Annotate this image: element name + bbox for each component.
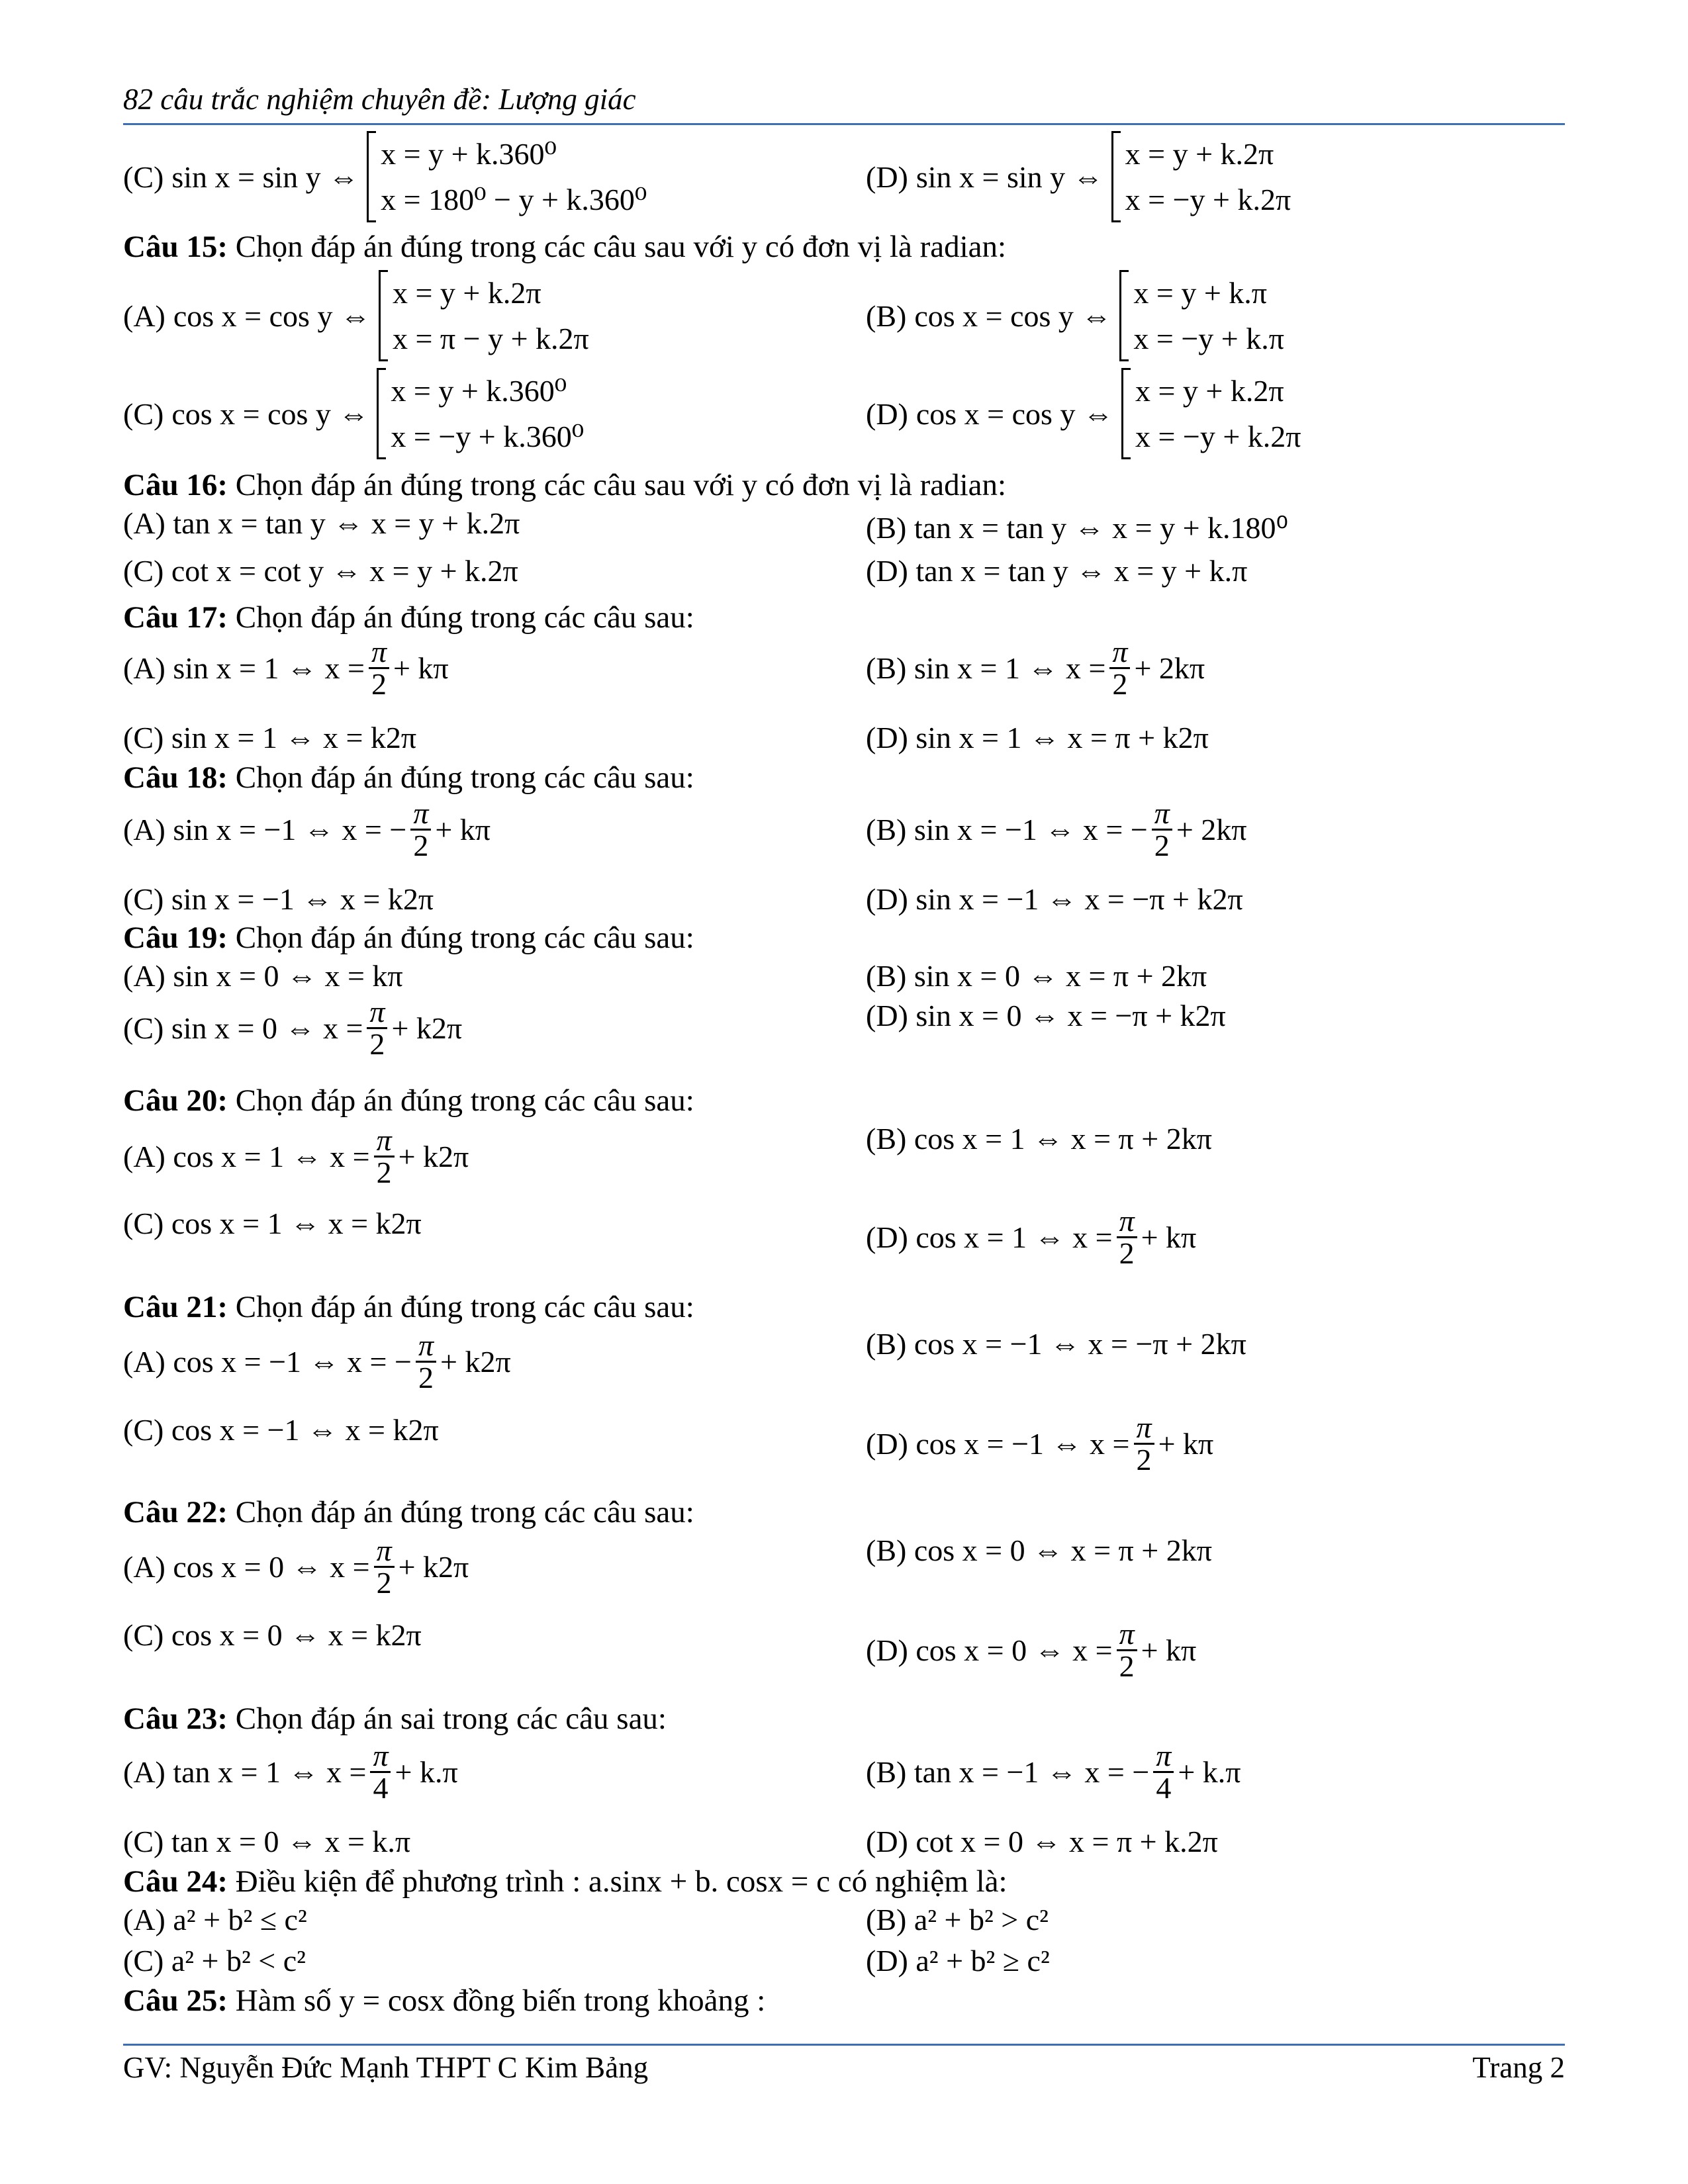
q14-c-system [367, 131, 647, 222]
q18-b-fraction [1152, 798, 1172, 861]
q17-option-b[interactable] [866, 637, 1205, 700]
q25-text: Hàm số y = cosx đồng biến trong khoảng : [235, 1983, 766, 2018]
q22-text: Chọn đáp án đúng trong các câu sau: [235, 1495, 694, 1529]
q20-option-a[interactable] [123, 1125, 469, 1188]
q20-option-d[interactable] [866, 1206, 1196, 1269]
q23-option-b[interactable] [866, 1741, 1241, 1803]
q20-question [123, 1083, 694, 1118]
q21-d-post: + kπ [1158, 1427, 1214, 1461]
q15-d-row1: x = y + k.2π [1135, 374, 1284, 408]
q22-d-post: + kπ [1141, 1633, 1197, 1667]
q18-option-d[interactable]: (D) sin x = −1 ⇔ x = −π + k2π [866, 882, 1243, 916]
q21-a-pre: (A) cos x = −1 ⇔ x = − [123, 1345, 412, 1379]
q15-option-a[interactable] [123, 270, 589, 361]
q18-a-pre: (A) sin x = −1 ⇔ x = − [123, 813, 407, 846]
q17-b-den: 2 [1109, 667, 1130, 700]
q20-d-fraction [1117, 1206, 1137, 1269]
q15-c-row1: x = y + k.360⁰ [391, 374, 567, 408]
q16-option-d[interactable]: (D) tan x = tan y ⇔ x = y + k.π [866, 554, 1248, 588]
q18-option-a[interactable] [123, 798, 491, 861]
q17-b-post: + 2kπ [1134, 651, 1205, 685]
q21-option-b[interactable]: (B) cos x = −1 ⇔ x = −π + 2kπ [866, 1327, 1246, 1361]
q18-number: Câu 18: [123, 760, 228, 795]
q20-d-den: 2 [1117, 1236, 1137, 1269]
q22-d-fraction [1117, 1619, 1137, 1682]
q15-option-d[interactable] [866, 368, 1301, 459]
q19-option-b[interactable]: (B) sin x = 0 ⇔ x = π + 2kπ [866, 959, 1207, 993]
q20-text: Chọn đáp án đúng trong các câu sau: [235, 1083, 694, 1118]
q19-c-den: 2 [367, 1027, 387, 1060]
q15-b-lhs: cos x = cos y ⇔ [914, 298, 1112, 333]
q17-b-num: π [1112, 635, 1128, 668]
q15-a-label: (A) [123, 298, 165, 333]
q25-question [123, 1983, 765, 2019]
q21-option-d[interactable] [866, 1412, 1213, 1475]
q19-c-fraction [367, 997, 387, 1060]
q18-text: Chọn đáp án đúng trong các câu sau: [235, 760, 694, 795]
q18-a-post: + kπ [435, 813, 491, 846]
q15-d-lhs: cos x = cos y ⇔ [915, 396, 1113, 431]
q17-b-fraction [1109, 637, 1130, 700]
q19-number: Câu 19: [123, 921, 228, 955]
q20-d-post: + kπ [1141, 1220, 1197, 1254]
q23-option-c[interactable]: (C) tan x = 0 ⇔ x = k.π [123, 1825, 411, 1858]
q16-number: Câu 16: [123, 468, 228, 502]
q16-question [123, 467, 1006, 503]
q18-a-num: π [413, 796, 429, 830]
q24-option-c[interactable]: (C) a² + b² < c² [123, 1944, 306, 1978]
q23-b-fraction [1153, 1741, 1174, 1803]
q21-a-den: 2 [416, 1361, 436, 1393]
q19-c-num: π [369, 995, 385, 1028]
q25-number: Câu 25: [123, 1983, 228, 2018]
q24-option-a[interactable]: (A) a² + b² ≤ c² [123, 1903, 307, 1936]
q18-option-b[interactable] [866, 798, 1247, 861]
q19-question [123, 920, 694, 956]
q20-a-num: π [376, 1123, 392, 1157]
q20-a-pre: (A) cos x = 1 ⇔ x = [123, 1140, 370, 1173]
q17-option-d[interactable]: (D) sin x = 1 ⇔ x = π + k2π [866, 721, 1209, 754]
q14-d-system [1111, 131, 1291, 222]
header-rule [123, 123, 1565, 125]
q23-a-post: + k.π [395, 1755, 458, 1789]
q14-c-label: (C) [123, 159, 164, 194]
q23-a-fraction [370, 1741, 391, 1803]
q20-number: Câu 20: [123, 1083, 228, 1118]
q14-d-row1: x = y + k.2π [1125, 137, 1274, 171]
q21-a-post: + k2π [440, 1345, 511, 1379]
q14-c-row1: x = y + k.360⁰ [381, 137, 557, 171]
q14-option-d[interactable] [866, 131, 1291, 222]
q22-d-pre: (D) cos x = 0 ⇔ x = [866, 1633, 1113, 1667]
q21-a-fraction [416, 1330, 436, 1393]
q17-a-pre: (A) sin x = 1 ⇔ x = [123, 651, 365, 685]
q23-b-den: 4 [1153, 1771, 1174, 1803]
q17-number: Câu 17: [123, 600, 228, 635]
q20-a-fraction [374, 1125, 395, 1188]
q17-a-post: + kπ [393, 651, 449, 685]
q17-a-den: 2 [369, 667, 389, 700]
q22-option-b[interactable]: (B) cos x = 0 ⇔ x = π + 2kπ [866, 1533, 1212, 1567]
q18-b-pre: (B) sin x = −1 ⇔ x = − [866, 813, 1148, 846]
q15-a-row1: x = y + k.2π [392, 276, 541, 310]
q15-c-system [377, 368, 584, 459]
q17-b-pre: (B) sin x = 1 ⇔ x = [866, 651, 1106, 685]
q15-b-row1: x = y + k.π [1133, 276, 1268, 310]
q21-d-num: π [1136, 1410, 1152, 1444]
q23-question [123, 1701, 667, 1737]
q22-a-den: 2 [374, 1566, 395, 1598]
q20-d-pre: (D) cos x = 1 ⇔ x = [866, 1220, 1113, 1254]
q15-number: Câu 15: [123, 230, 228, 264]
q15-c-label: (C) [123, 396, 164, 431]
q15-a-lhs: cos x = cos y ⇔ [173, 298, 371, 333]
q21-d-pre: (D) cos x = −1 ⇔ x = [866, 1427, 1130, 1461]
q15-c-row2: x = −y + k.360⁰ [391, 420, 585, 453]
q24-option-d[interactable]: (D) a² + b² ≥ c² [866, 1944, 1050, 1978]
q16-option-b[interactable]: (B) tan x = tan y ⇔ x = y + k.180⁰ [866, 511, 1288, 545]
q16-option-a[interactable]: (A) tan x = tan y ⇔ x = y + k.2π [123, 506, 520, 540]
q21-option-a[interactable] [123, 1330, 511, 1393]
q15-c-lhs: cos x = cos y ⇔ [171, 396, 369, 431]
q20-option-b[interactable]: (B) cos x = 1 ⇔ x = π + 2kπ [866, 1122, 1212, 1156]
q14-c-row2: x = 180⁰ − y + k.360⁰ [381, 183, 647, 216]
q15-d-label: (D) [866, 396, 908, 431]
q14-option-c[interactable] [123, 131, 647, 222]
q15-option-b[interactable] [866, 270, 1284, 361]
q15-option-c[interactable] [123, 368, 584, 459]
q20-a-den: 2 [374, 1156, 395, 1188]
q16-option-c[interactable]: (C) cot x = cot y ⇔ x = y + k.2π [123, 554, 518, 588]
q17-question [123, 600, 694, 635]
q15-text: Chọn đáp án đúng trong các câu sau với y có đơn vị là radian: [235, 230, 1007, 264]
q23-text: Chọn đáp án sai trong các câu sau: [235, 1702, 667, 1736]
q22-a-num: π [376, 1533, 392, 1567]
header-title: 82 câu trắc nghiệm chuyên đề: Lượng giác [123, 83, 636, 116]
q20-a-post: + k2π [398, 1140, 469, 1173]
q15-b-label: (B) [866, 298, 907, 333]
q24-number: Câu 24: [123, 1864, 228, 1899]
q17-option-a[interactable] [123, 637, 449, 700]
q15-d-system [1121, 368, 1301, 459]
q24-question [123, 1864, 1008, 1899]
q24-option-b[interactable]: (B) a² + b² > c² [866, 1903, 1049, 1936]
q14-c-lhs: sin x = sin y ⇔ [171, 159, 359, 194]
q22-number: Câu 22: [123, 1495, 228, 1529]
q14-d-lhs: sin x = sin y ⇔ [915, 159, 1103, 194]
q22-option-d[interactable] [866, 1619, 1196, 1682]
q22-a-post: + k2π [398, 1550, 469, 1584]
q14-d-label: (D) [866, 159, 908, 194]
q15-d-row2: x = −y + k.2π [1135, 420, 1301, 453]
q18-a-den: 2 [410, 829, 431, 861]
q19-text: Chọn đáp án đúng trong các câu sau: [235, 921, 694, 955]
q19-option-c[interactable] [123, 997, 462, 1060]
q19-c-post: + k2π [391, 1011, 463, 1045]
q22-a-fraction [374, 1535, 395, 1598]
q24-text: Điều kiện để phương trình : a.sinx + b. cosx = c có nghiệm là: [235, 1864, 1008, 1899]
q21-question [123, 1289, 694, 1325]
q23-number: Câu 23: [123, 1702, 228, 1736]
q23-b-post: + k.π [1178, 1755, 1241, 1789]
q21-d-fraction [1134, 1412, 1154, 1475]
q20-d-num: π [1119, 1204, 1135, 1238]
q22-d-num: π [1119, 1617, 1135, 1651]
q21-number: Câu 21: [123, 1290, 228, 1324]
q17-a-num: π [371, 635, 387, 668]
q17-text: Chọn đáp án đúng trong các câu sau: [235, 600, 694, 635]
q18-question [123, 760, 694, 796]
q18-b-num: π [1154, 796, 1170, 830]
q16-text: Chọn đáp án đúng trong các câu sau với y có đơn vị là radian: [235, 468, 1007, 502]
q23-b-pre: (B) tan x = −1 ⇔ x = − [866, 1755, 1150, 1789]
q21-option-c[interactable]: (C) cos x = −1 ⇔ x = k2π [123, 1413, 439, 1447]
q20-option-c[interactable]: (C) cos x = 1 ⇔ x = k2π [123, 1206, 422, 1240]
q23-a-num: π [373, 1739, 389, 1772]
q22-option-c[interactable]: (C) cos x = 0 ⇔ x = k2π [123, 1618, 422, 1652]
q18-option-c[interactable]: (C) sin x = −1 ⇔ x = k2π [123, 882, 434, 916]
q23-option-d[interactable]: (D) cot x = 0 ⇔ x = π + k.2π [866, 1825, 1218, 1858]
q18-b-den: 2 [1152, 829, 1172, 861]
q21-text: Chọn đáp án đúng trong các câu sau: [235, 1290, 694, 1324]
q23-a-den: 4 [370, 1771, 391, 1803]
q19-c-pre: (C) sin x = 0 ⇔ x = [123, 1011, 363, 1045]
q23-a-pre: (A) tan x = 1 ⇔ x = [123, 1755, 367, 1789]
q22-question [123, 1494, 694, 1530]
q22-d-den: 2 [1117, 1649, 1137, 1682]
q23-b-num: π [1156, 1739, 1172, 1772]
q19-option-d[interactable]: (D) sin x = 0 ⇔ x = −π + k2π [866, 999, 1226, 1032]
q23-option-a[interactable] [123, 1741, 458, 1803]
q21-d-den: 2 [1134, 1443, 1154, 1475]
q15-a-system [379, 270, 589, 361]
q22-option-a[interactable] [123, 1535, 469, 1598]
q14-d-row2: x = −y + k.2π [1125, 183, 1291, 216]
q15-question [123, 229, 1006, 265]
q17-option-c[interactable]: (C) sin x = 1 ⇔ x = k2π [123, 721, 417, 754]
footer-teacher: GV: Nguyễn Đức Mạnh THPT C Kim Bảng [123, 2051, 649, 2084]
q15-b-row2: x = −y + k.π [1133, 322, 1284, 355]
q15-a-row2: x = π − y + k.2π [392, 322, 589, 355]
footer-rule [123, 2044, 1565, 2046]
q18-a-fraction [410, 798, 431, 861]
q22-a-pre: (A) cos x = 0 ⇔ x = [123, 1550, 370, 1584]
q19-option-a[interactable]: (A) sin x = 0 ⇔ x = kπ [123, 959, 403, 993]
q17-a-fraction [369, 637, 389, 700]
footer-page-number: Trang 2 [1472, 2051, 1565, 2084]
q21-a-num: π [418, 1328, 434, 1362]
q15-b-system [1119, 270, 1284, 361]
q18-b-post: + 2kπ [1176, 813, 1247, 846]
